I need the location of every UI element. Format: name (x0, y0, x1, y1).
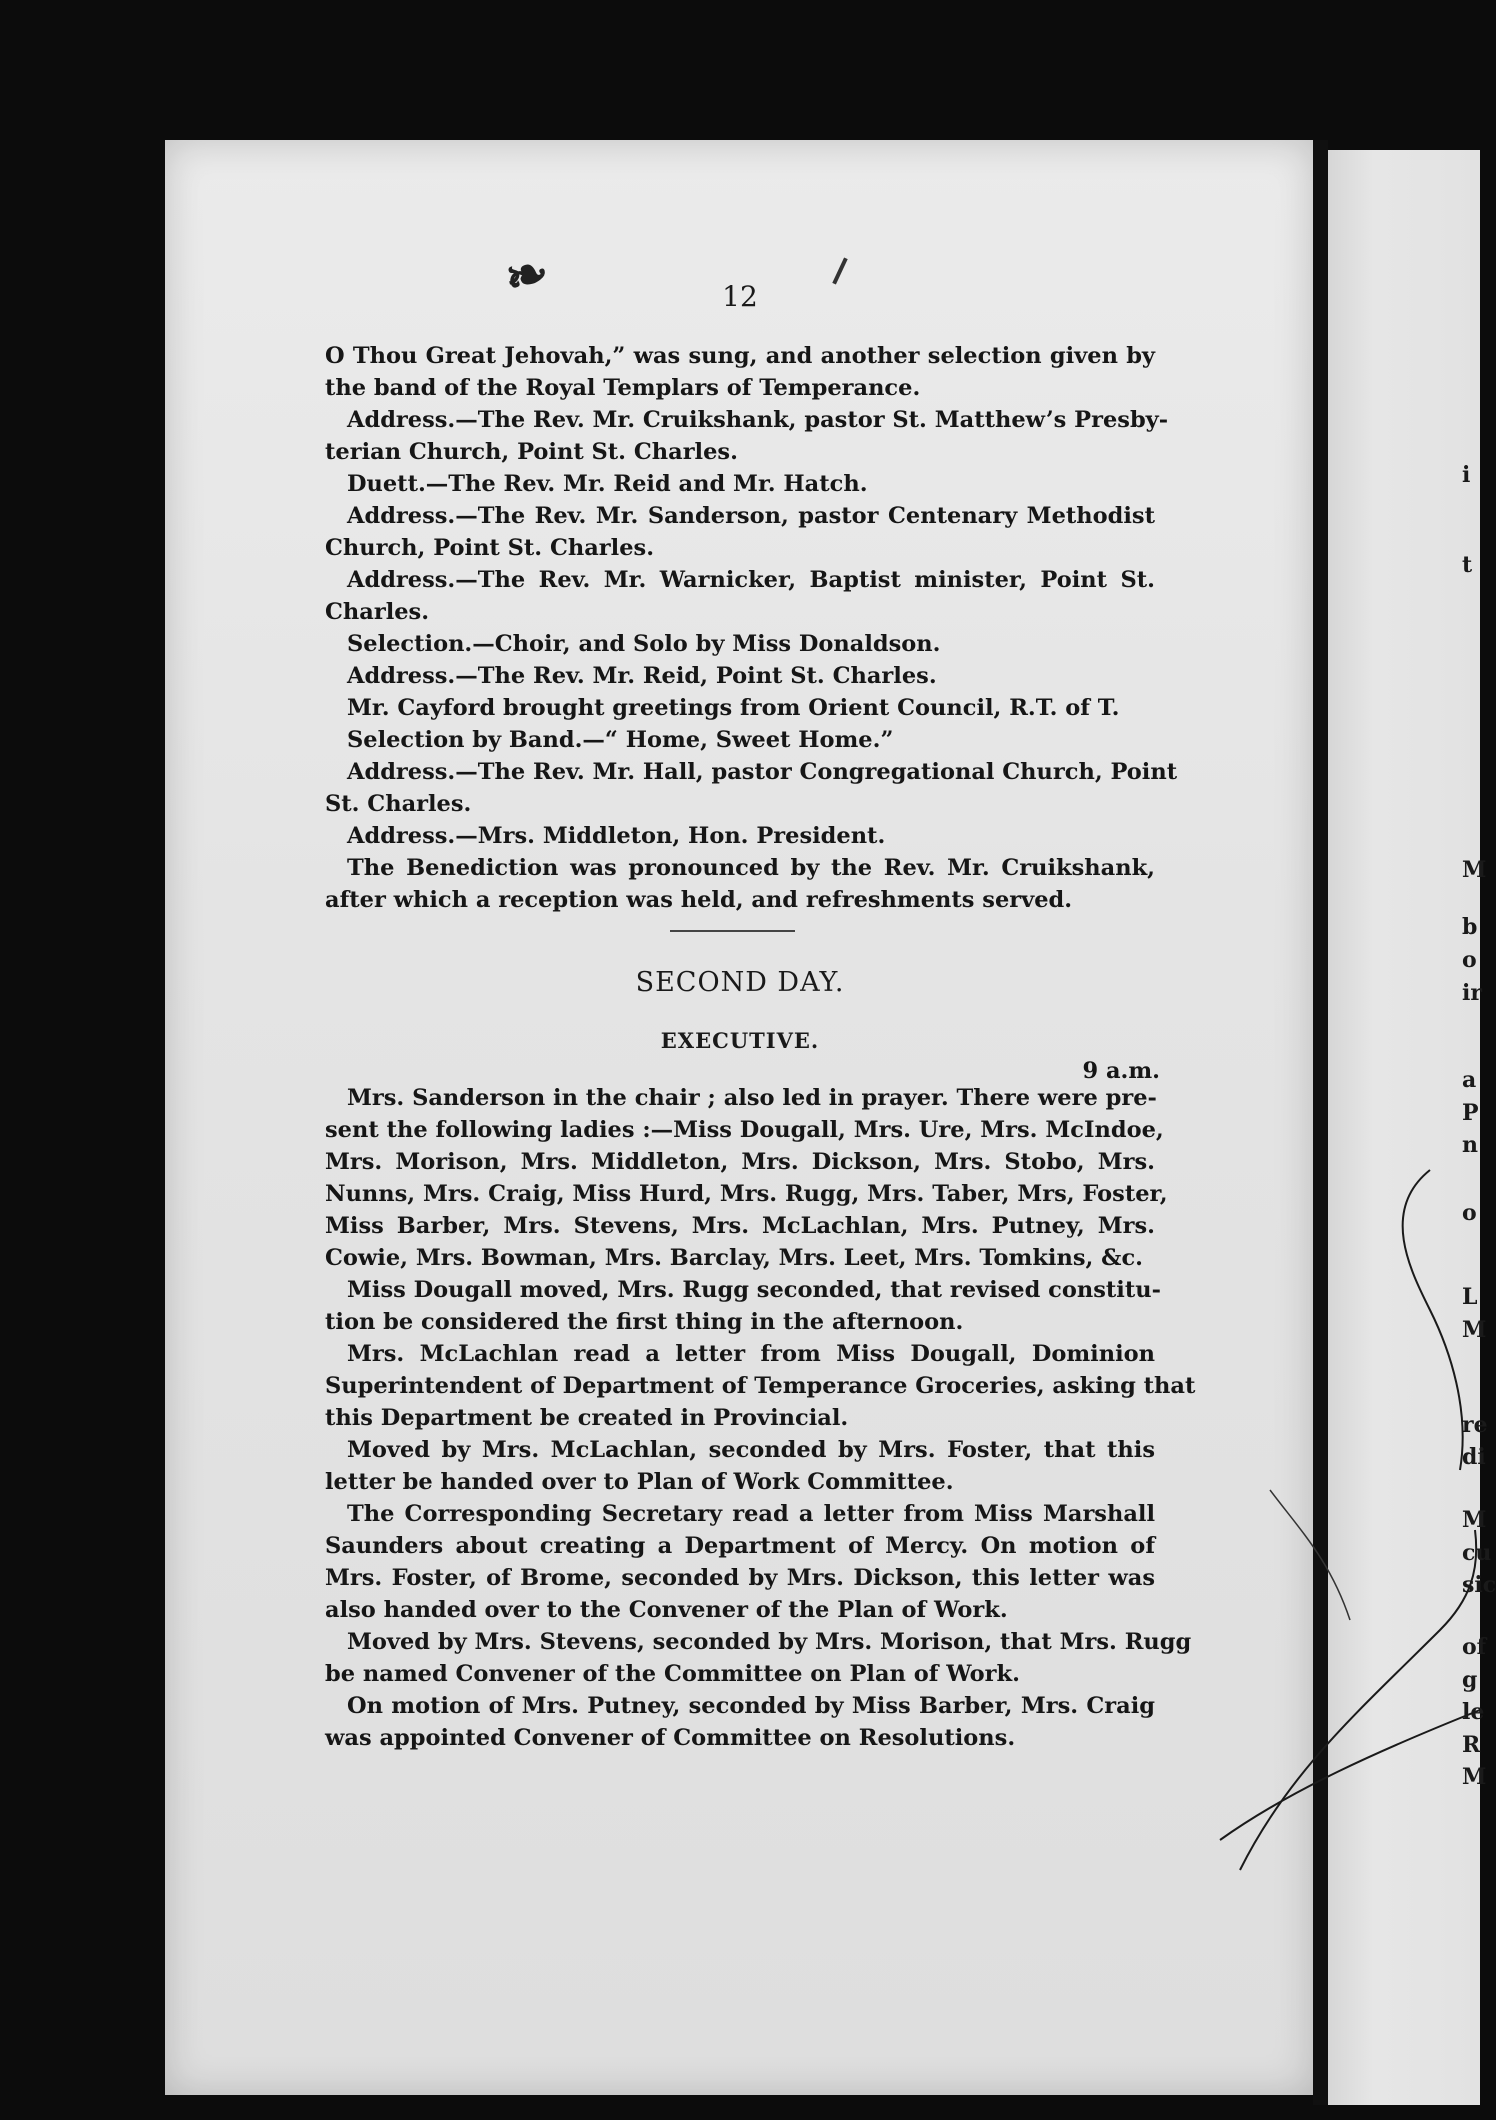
handwritten-mark: ❧ (497, 240, 556, 311)
text-line: the band of the Royal Templars of Temperance. (325, 375, 921, 401)
right-page-fragment: R (1462, 1732, 1481, 1758)
right-page-fragment: P (1462, 1100, 1479, 1126)
right-page-fragment: o (1462, 947, 1477, 973)
text-line: Address.—The Rev. Mr. Reid, Point St. Charles. (347, 663, 937, 689)
right-page-fragment: cu (1462, 1540, 1492, 1566)
text-line: St. Charles. (325, 791, 472, 817)
right-page-fragment: of (1462, 1634, 1487, 1660)
right-page-fragment: t (1462, 552, 1473, 578)
right-page-fragment: re (1462, 1412, 1488, 1438)
text-line: Moved by Mrs. Stevens, seconded by Mrs. Morison, that Mrs. Rugg (347, 1629, 1192, 1655)
right-page-fragment: M (1462, 1317, 1487, 1343)
right-page-fragment: ir (1462, 980, 1482, 1006)
right-page-fragment: L (1462, 1284, 1478, 1310)
text-line: Saunders about creating a Department of Mercy. On motion of (325, 1533, 1155, 1559)
right-page-fragment: b (1462, 914, 1478, 940)
text-line: Mrs. McLachlan read a letter from Miss Dougall, Dominion (347, 1341, 1155, 1367)
text-line: Address.—The Rev. Mr. Cruikshank, pastor St. Matthew’s Presby- (347, 407, 1169, 433)
text-line: Church, Point St. Charles. (325, 535, 655, 561)
text-line: Mrs. Foster, of Brome, seconded by Mrs. Dickson, this letter was (325, 1565, 1155, 1591)
text-line: Miss Dougall moved, Mrs. Rugg seconded, that revised constitu- (347, 1277, 1161, 1303)
text-line: Cowie, Mrs. Bowman, Mrs. Barclay, Mrs. Leet, Mrs. Tomkins, &c. (325, 1245, 1144, 1271)
text-line: Superintendent of Department of Temperance Groceries, asking that (325, 1373, 1196, 1399)
text-line: On motion of Mrs. Putney, seconded by Miss Barber, Mrs. Craig (347, 1693, 1155, 1719)
right-page-fragment: i (1462, 462, 1471, 488)
text-line: Duett.—The Rev. Mr. Reid and Mr. Hatch. (347, 471, 868, 497)
right-page-fragment: M (1462, 1507, 1487, 1533)
right-page-fragment: le (1462, 1699, 1485, 1725)
text-line: be named Convener of the Committee on Plan of Work. (325, 1661, 1020, 1687)
text-line: Address.—Mrs. Middleton, Hon. President. (347, 823, 886, 849)
text-line: this Department be created in Provincial. (325, 1405, 849, 1431)
right-page-fragment: sic (1462, 1572, 1496, 1598)
text-line: after which a reception was held, and refreshments served. (325, 887, 1073, 913)
right-page-fragment: g (1462, 1667, 1478, 1693)
text-line: The Corresponding Secretary read a letter from Miss Marshall (347, 1501, 1155, 1527)
bottom-text-block (325, 1082, 1196, 1754)
text-line: tion be considered the first thing in the afternoon. (325, 1309, 964, 1335)
page-number: 12 (722, 280, 758, 313)
text-line: The Benediction was pronounced by the Rev. Mr. Cruikshank, (347, 855, 1155, 881)
text-line: Address.—The Rev. Mr. Hall, pastor Congregational Church, Point (347, 759, 1178, 785)
text-line: sent the following ladies :—Miss Dougall, Mrs. Ure, Mrs. McIndoe, (325, 1117, 1164, 1143)
section-subtitle: EXECUTIVE. (660, 1028, 820, 1053)
text-line: Address.—The Rev. Mr. Warnicker, Baptist minister, Point St. (347, 567, 1155, 593)
text-line: letter be handed over to Plan of Work Committee. (325, 1469, 954, 1495)
section-title: SECOND DAY. (635, 967, 845, 998)
top-text-block (325, 340, 1178, 916)
right-page-fragment: n (1462, 1132, 1478, 1158)
text-line: Selection by Band.—“ Home, Sweet Home.” (347, 727, 894, 753)
text-line: Mr. Cayford brought greetings from Orient Council, R.T. of T. (347, 695, 1120, 721)
text-line: Mrs. Morison, Mrs. Middleton, Mrs. Dickson, Mrs. Stobo, Mrs. (325, 1149, 1155, 1175)
pen-scribble (1230, 1150, 1480, 1850)
right-page-fragment: o (1462, 1200, 1477, 1226)
meeting-time: 9 a.m. (1082, 1058, 1160, 1084)
right-page-fragment: di (1462, 1444, 1486, 1470)
text-line: Moved by Mrs. McLachlan, seconded by Mrs. Foster, that this (347, 1437, 1155, 1463)
right-page-fragment: a (1462, 1067, 1477, 1093)
text-line: was appointed Convener of Committee on Resolutions. (325, 1725, 1016, 1751)
text-line: Miss Barber, Mrs. Stevens, Mrs. McLachlan, Mrs. Putney, Mrs. (325, 1213, 1155, 1239)
text-line: Mrs. Sanderson in the chair ; also led in prayer. There were pre- (347, 1085, 1157, 1111)
text-line: also handed over to the Convener of the Plan of Work. (325, 1597, 1008, 1623)
right-page-fragment: M (1462, 1764, 1487, 1790)
text-line: Charles. (325, 599, 430, 625)
text-line: Nunns, Mrs. Craig, Miss Hurd, Mrs. Rugg, Mrs. Taber, Mrs, Foster, (325, 1181, 1168, 1207)
text-line: Selection.—Choir, and Solo by Miss Donaldson. (347, 631, 941, 657)
text-line: terian Church, Point St. Charles. (325, 439, 738, 465)
text-line: Address.—The Rev. Mr. Sanderson, pastor Centenary Methodist (347, 503, 1155, 529)
right-page-fragment: M (1462, 857, 1487, 883)
section-divider (670, 930, 795, 932)
text-line: O Thou Great Jehovah,” was sung, and another selection given by (325, 343, 1155, 369)
